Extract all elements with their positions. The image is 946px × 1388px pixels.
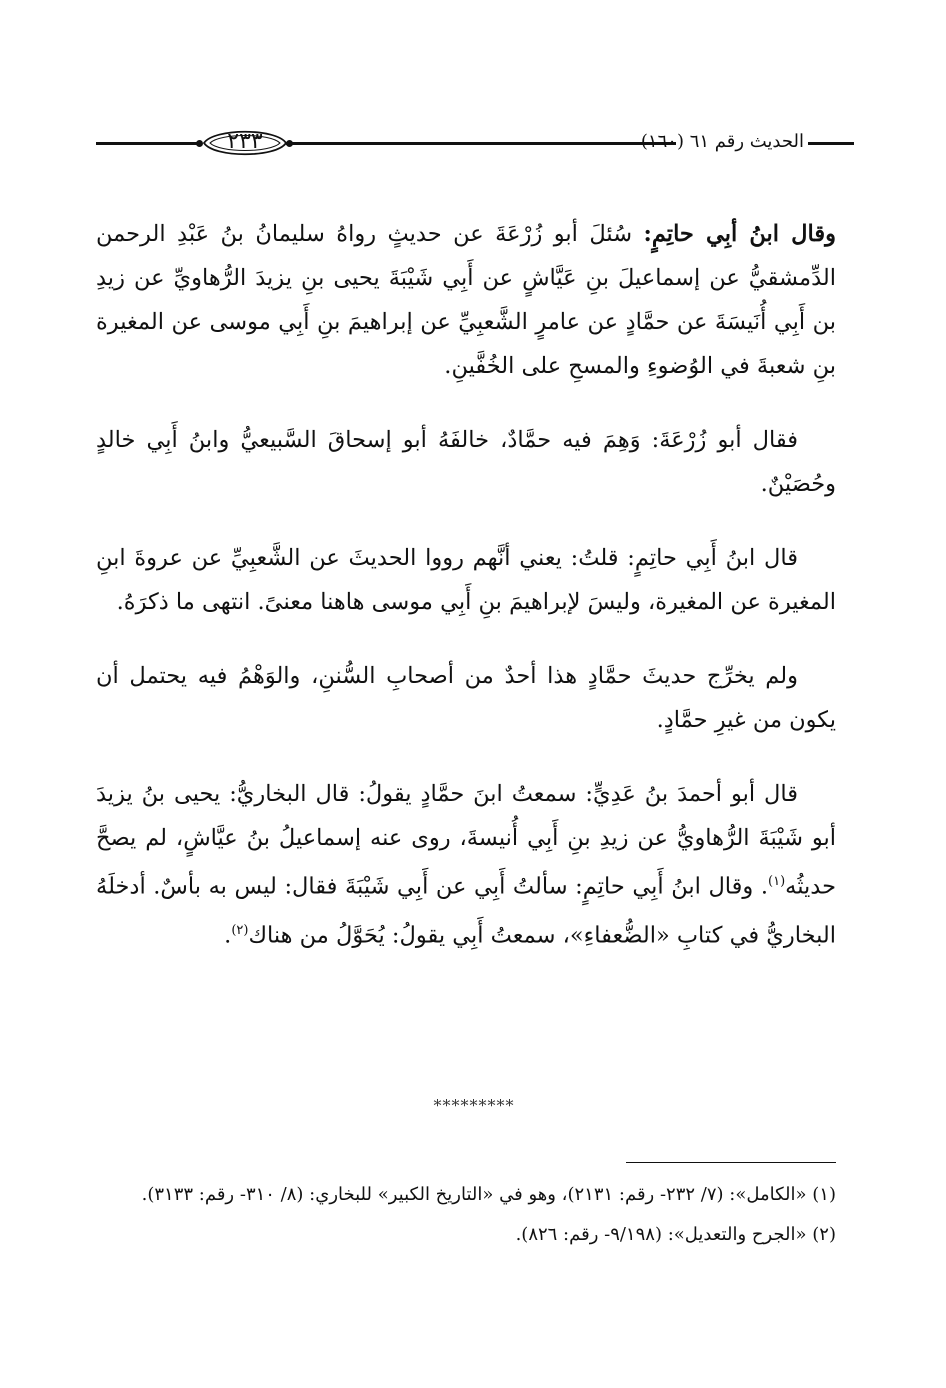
paragraph-5-part-b: . وقال ابنُ أَبِي حاتِمٍ: سألتُ أَبِي عن أَبِي شَيْبَةَ فقال: ليس به بأسٌ. أدخلَهُ البخاريُّ في كتابِ «الضُّعفاءِ»، سمعتُ أَبِي يقولُ: يُحَوَّلُ من هناك	[96, 873, 836, 948]
header-rule-right	[808, 142, 854, 145]
footnotes	[96, 1178, 836, 1258]
paragraph-4: ولم يخرِّج حديثَ حمَّادٍ هذا أحدٌ من أصحابِ السُّننِ، والوَهْمُ فيه يحتمل أن يكون من غيرِ حمَّادٍ.	[96, 663, 836, 733]
paragraph-5	[96, 772, 836, 957]
paragraph-1-text: سُئلَ أبو زُرْعَةَ عن حديثٍ رواهُ سليمانُ بنُ عَبْدِ الرحمن الدِّمشقيُّ عن إسماعيلَ بنِ عَيَّاشٍ عن أَبِي شَيْبَةَ يحيى بنِ يزيدَ الرُّهاويِّ عن زيدِ بن أَبِي أُنَيسَةَ عن حمَّادٍ عن عامرٍ الشَّعبِيِّ عن إبراهيمَ بنِ أَبِي موسى عن المغيرة بنِ شعبةَ في الوُضوءِ والمسحِ على الخُفَّينِ.	[96, 221, 836, 379]
footnote-2: (٢) «الجرح والتعديل»: (٩/١٩٨- رقم: ٨٢٦).	[515, 1224, 836, 1245]
running-title: الحديث رقم ٦١ (١٦٠)	[640, 131, 804, 152]
footnote-ref-1[interactable]: (١)	[768, 874, 786, 889]
footnote-ref-2[interactable]: (٢)	[231, 922, 249, 938]
paragraph-2: فقال أبو زُرْعَةَ: وَهِمَ فيه حمَّادٌ، خالفَهُ أبو إسحاقَ السَّبيعيُّ وابنُ أَبِي خالدٍ وحُصَيْنٌ.	[96, 427, 836, 497]
footnote-rule	[626, 1162, 836, 1163]
page-header	[96, 118, 852, 168]
paragraph-1	[96, 212, 836, 388]
page-number: ٢٣٣	[227, 129, 263, 154]
header-rule-middle	[286, 142, 676, 145]
main-text	[96, 212, 836, 987]
footnote-1: (١) «الكامل»: (٧/ ٢٣٢- رقم: ٢١٣١)، وهو في «التاريخ الكبير» للبخاري: (٨/ ٣١٠- رقم: ٣١٣٣).	[141, 1184, 836, 1205]
header-rule-left	[96, 142, 198, 145]
paragraph-5-part-a: قال أبو أحمدَ بنُ عَدِيٍّ: سمعتُ ابنَ حمَّادٍ يقولُ: قال البخاريُّ: يحيى بنُ يزيدَ أبو شَيْبَةَ الرُّهاويُّ عن زيدِ بنِ أَبِي أُنيسةَ، روى عنه إسماعيلُ بنُ عيَّاشٍ، لم يصحَّ حديثُه	[96, 781, 836, 900]
paragraph-3: قال ابنُ أَبِي حاتِمٍ: قلتُ: يعني أنَّهم رووا الحديثَ عن الشَّعبِيِّ عن عروةَ ابنِ المغيرة عن المغيرة، وليسَ لإبراهيمَ بنِ أَبِي موسى هاهنا معنىً. انتهى ما ذكرَهُ.	[96, 545, 836, 615]
speaker-lead: وقال ابنُ أبِي حاتِمٍ:	[643, 221, 837, 247]
section-separator: *********	[433, 1096, 515, 1115]
paragraph-5-part-c: .	[224, 922, 232, 948]
